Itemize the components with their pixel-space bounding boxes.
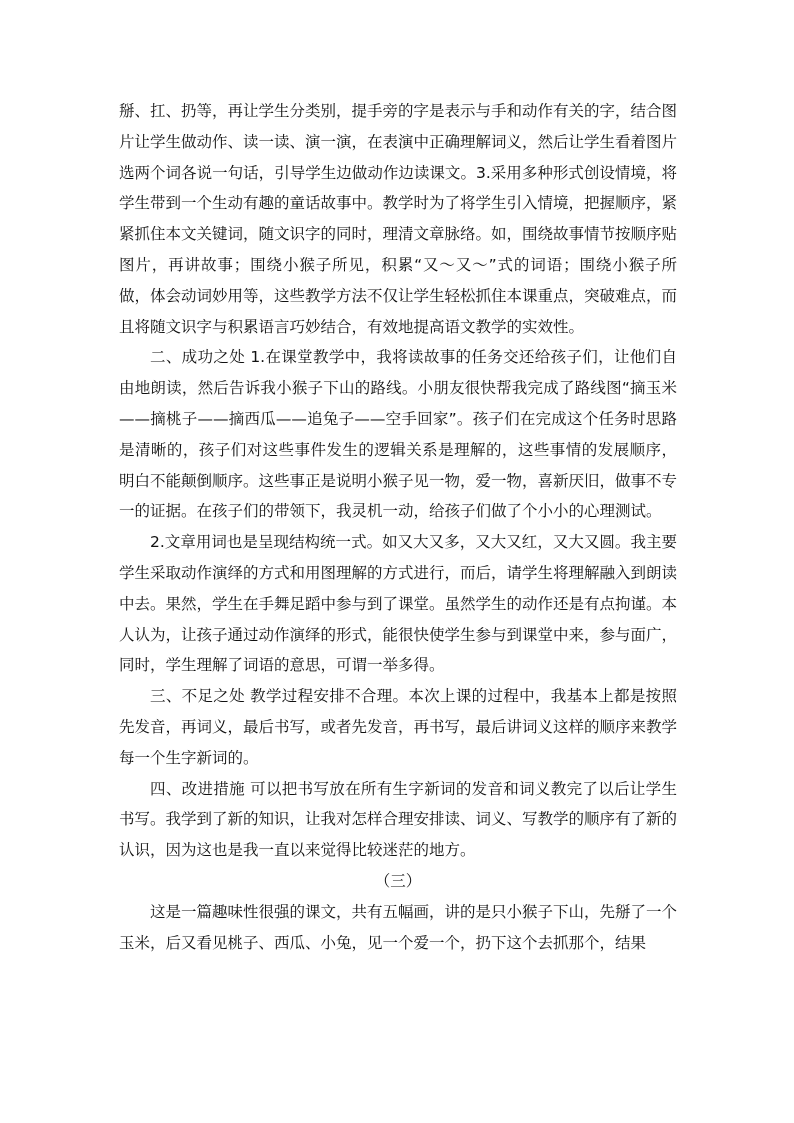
paragraph-improvements: 四、改进措施 可以把书写放在所有生字新词的发音和词义教完了以后让学生书写。我学到了新的知识，让我对怎样合理安排读、词义、写教学的顺序有了新的认识，因为这也是我一直以来觉得比较迷茫的地方。 — [119, 779, 678, 860]
paragraph-lesson-intro: 这是一篇趣味性很强的课文，共有五幅画，讲的是只小猴子下山，先掰了一个玉米，后又看见桃子、西瓜、小兔，见一个爱一个，扔下这个去抓那个，结果 — [119, 902, 678, 952]
paragraph-shortcomings: 三、不足之处 教学过程安排不合理。本次上课的过程中，我基本上都是按照先发音，再词义，最后书写，或者先发音，再书写，最后讲词义这样的顺序来教学每一个生字新词的。 — [119, 687, 678, 767]
paragraph-success-points: 二、成功之处 1.在课堂教学中，我将读故事的任务交还给孩子们，让他们自由地朗读，然后告诉我小猴子下山的路线。小朋友很快帮我完成了路线图“摘玉米——摘桃子——摘西瓜——追兔子——空手回家”。孩子们在完成这个任务时思路是清晰的，孩子们对这些事件发生的逻辑关系是理解的，这些事情的发展顺序， 明白不能颠倒顺序。这些事正是说明小猴子见一物，爱一物，喜新厌旧，做事不专一的证据。在孩子们的带领下，我灵机一动，给孩子们做了个小小的心理测试。 — [119, 348, 678, 521]
document-body — [119, 96, 677, 958]
section-heading-three: （三） — [374, 871, 422, 890]
paragraph-continuation: 掰、扛、扔等，再让学生分类别，提手旁的字是表示与手和动作有关的字，结合图片让学生做动作、读一读、演一演，在表演中正确理解词义，然后让学生看着图片选两个词各说一句话，引导学生边做动作边读课文。3.采用多种形式创设情境，将学生带到一个生动有趣的童话故事中。教学时为了将学生引入情境，把握顺序，紧紧抓住本文关键词，随文识字的同时，理清文章脉络。如，围绕故事情节按顺序贴图片，再讲故事；围绕小猴子所见，积累“又～又～”式的词语；围绕小猴子所做，体会动词妙用等，这些教学方法不仅让学生轻松抓住本课重点，突破难点，而且将随文识字与积累语言巧妙结合，有效地提高语文教学的实效性。 — [119, 102, 678, 336]
paragraph-word-usage: 2.文章用词也是呈现结构统一式。如又大又多，又大又红，又大又圆。我主要学生采取动作演绎的方式和用图理解的方式进行，而后，请学生将理解融入到朗读中去。果然，学生在手舞足蹈中参与到了课堂。虽然学生的动作还是有点拘谨。本人认为，让孩子通过动作演绎的形式，能很快使学生参与到课堂中来，参与面广，同时，学生理解了词语的意思，可谓一举多得。 — [119, 533, 678, 675]
